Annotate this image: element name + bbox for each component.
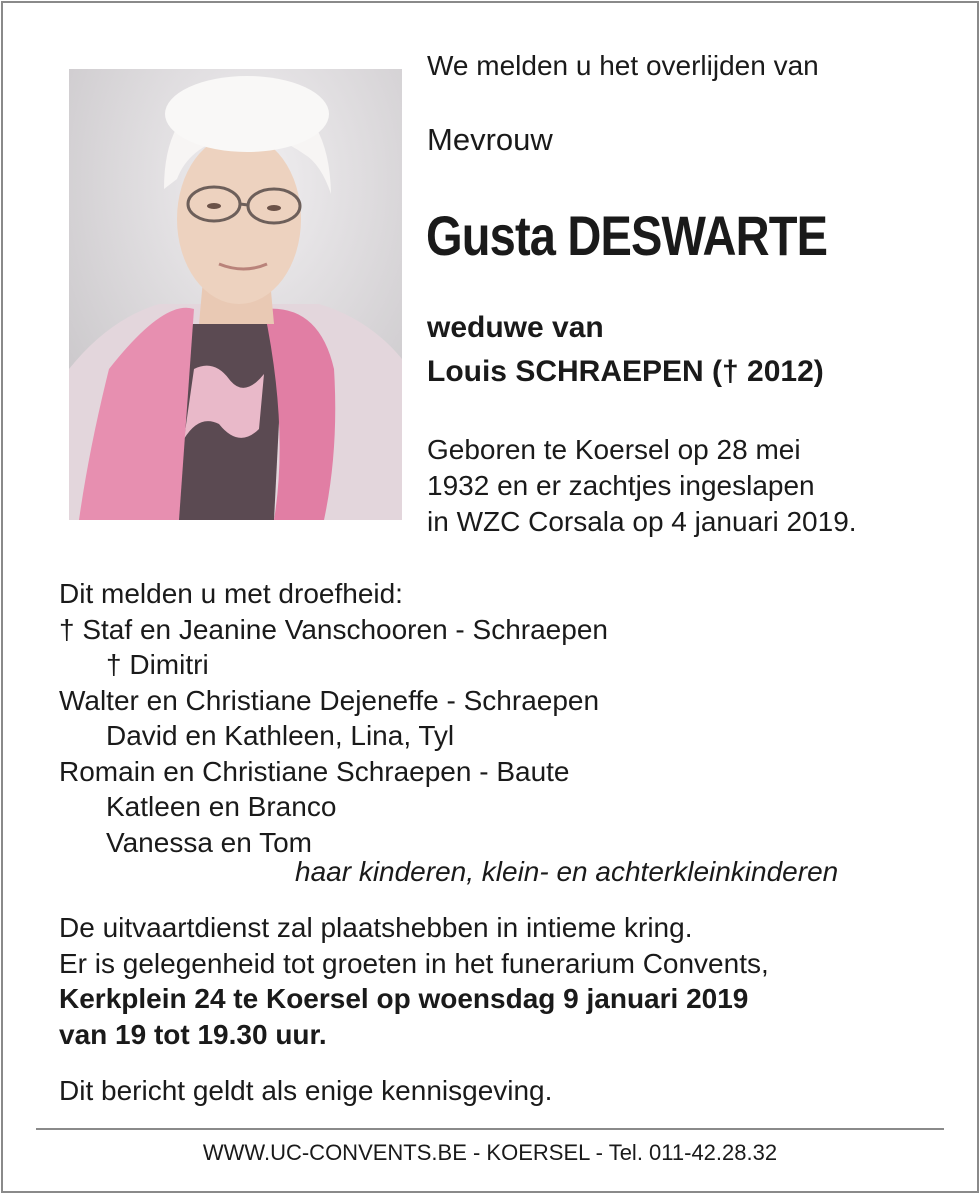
birth-line-3: in WZC Corsala op 4 januari 2019. [427, 506, 857, 537]
footer-contact: WWW.UC-CONVENTS.BE - KOERSEL - Tel. 011-42.28.32 [202, 1140, 778, 1165]
deceased-name: Gusta DESWARTE [426, 204, 828, 267]
service-location: Kerkplein 24 te Koersel op woensdag 9 januari 2019 [59, 983, 749, 1014]
title-text: Mevrouw [427, 122, 553, 157]
intro-text: We melden u het overlijden van [427, 50, 819, 81]
family-relation: haar kinderen, klein- en achterkleinkinderen [295, 856, 839, 887]
family-heading: Dit melden u met droefheid: [59, 578, 403, 609]
service-line: De uitvaartdienst zal plaatshebben in intieme kring. [59, 912, 693, 943]
birth-death-info [427, 432, 857, 540]
service-line: Er is gelegenheid tot groeten in het funerarium Convents, [59, 947, 769, 979]
family-line: David en Kathleen, Lina, Tyl [106, 720, 455, 751]
family-line: Romain en Christiane Schraepen - Baute [59, 755, 570, 787]
family-line: Walter en Christiane Dejeneffe - Schraepen [59, 684, 600, 716]
family-line: † Dimitri [106, 649, 209, 680]
widow-label: weduwe van [427, 311, 604, 344]
family-line: † Staf en Jeanine Vanschooren - Schraepen [59, 613, 608, 645]
service-info [59, 910, 769, 1052]
footer-divider [36, 1128, 944, 1130]
closing-text: Dit bericht geldt als enige kennisgeving. [59, 1075, 553, 1106]
family-list [59, 576, 608, 860]
husband-name: Louis SCHRAEPEN († 2012) [427, 355, 824, 388]
birth-line-2: 1932 en er zachtjes ingeslapen [427, 470, 815, 501]
family-line: Katleen en Branco [106, 791, 337, 822]
family-line: Vanessa en Tom [106, 826, 312, 858]
portrait-photo [69, 69, 402, 520]
service-time: van 19 tot 19.30 uur. [59, 1018, 327, 1050]
birth-line-1: Geboren te Koersel op 28 mei [427, 434, 801, 465]
